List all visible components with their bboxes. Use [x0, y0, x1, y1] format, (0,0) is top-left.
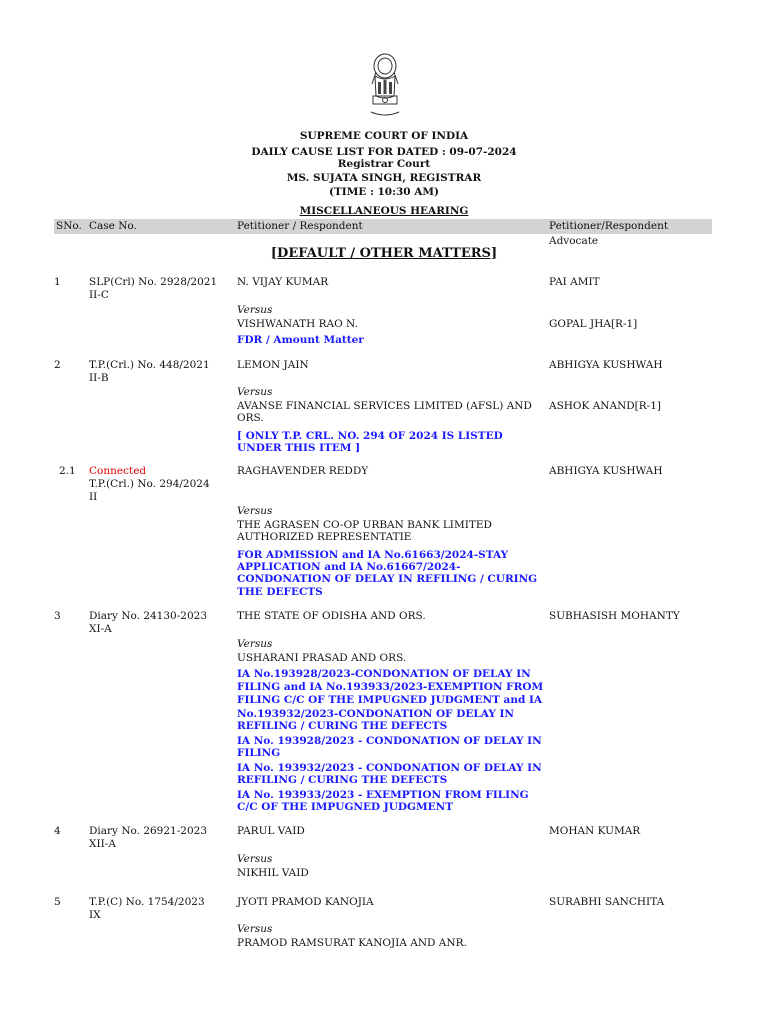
respondent: AVANSE FINANCIAL SERVICES LIMITED (AFSL) AND	[237, 400, 532, 412]
petitioner-advocate: ABHIGYA KUSHWAH	[549, 359, 663, 371]
case-sno: 2	[54, 359, 61, 371]
respondent-advocate: GOPAL JHA[R-1]	[549, 318, 638, 330]
case-branch: XII-A	[89, 838, 116, 850]
case-sno: 3	[54, 610, 61, 622]
petitioner-advocate: SUBHASISH MOHANTY	[549, 610, 680, 622]
respondent: ORS.	[237, 412, 264, 424]
case-sno: 2.1	[59, 465, 76, 477]
versus-label: Versus	[237, 853, 273, 865]
case-number: Diary No. 24130-2023	[89, 610, 207, 622]
case-sno: 1	[54, 276, 61, 288]
respondent: NIKHIL VAID	[237, 867, 309, 879]
case-branch: XI-A	[89, 623, 112, 635]
versus-label: Versus	[237, 923, 273, 935]
respondent: VISHWANATH RAO N.	[237, 318, 358, 330]
case-number: SLP(Crl) No. 2928/2021	[89, 276, 218, 288]
respondent: PRAMOD RAMSURAT KANOJIA AND ANR.	[237, 937, 467, 949]
hearing-type: MISCELLANEOUS HEARING	[299, 205, 469, 217]
registrar-name: MS. SUJATA SINGH, REGISTRAR	[286, 172, 482, 184]
petitioner: PARUL VAID	[237, 825, 305, 837]
state-emblem-icon	[361, 52, 409, 126]
case-note: FILING C/C OF THE IMPUGNED JUDGMENT and IA	[237, 694, 543, 706]
petitioner: LEMON JAIN	[237, 359, 309, 371]
petitioner-advocate: ABHIGYA KUSHWAH	[549, 465, 663, 477]
respondent: THE AGRASEN CO-OP URBAN BANK LIMITED	[237, 519, 492, 531]
case-branch: II-B	[89, 372, 109, 384]
section-title: [DEFAULT / OTHER MATTERS]	[270, 246, 498, 261]
column-header-row	[54, 219, 712, 247]
petitioner: THE STATE OF ODISHA AND ORS.	[237, 610, 426, 622]
case-note: IA No. 193932/2023 - CONDONATION OF DELAY IN	[237, 762, 542, 774]
case-note: FILING and IA No.193933/2023-EXEMPTION FROM	[237, 681, 544, 693]
case-note: REFILING / CURING THE DEFECTS	[237, 720, 448, 732]
case-note: No.193932/2023-CONDONATION OF DELAY IN	[237, 708, 515, 720]
case-note: CONDONATION OF DELAY IN REFILING / CURING	[237, 573, 538, 585]
hearing-time: (TIME : 10:30 AM)	[329, 186, 439, 198]
col-advocate: Petitioner/Respondent Advocate	[549, 220, 669, 247]
case-note: UNDER THIS ITEM ]	[237, 442, 361, 454]
col-case-no: Case No.	[89, 220, 137, 232]
respondent: AUTHORIZED REPRESENTATIE	[237, 531, 412, 543]
case-number: T.P.(C) No. 1754/2023	[89, 896, 205, 908]
list-title: DAILY CAUSE LIST FOR DATED : 09-07-2024	[251, 146, 517, 158]
case-note: REFILING / CURING THE DEFECTS	[237, 774, 448, 786]
versus-label: Versus	[237, 505, 273, 517]
case-note: IA No. 193928/2023 - CONDONATION OF DELAY IN	[237, 735, 542, 747]
respondent: USHARANI PRASAD AND ORS.	[237, 652, 407, 664]
petitioner: JYOTI PRAMOD KANOJIA	[237, 896, 374, 908]
case-branch: IX	[89, 909, 101, 921]
case-note: [ ONLY T.P. CRL. NO. 294 OF 2024 IS LISTED	[237, 430, 503, 442]
versus-label: Versus	[237, 638, 273, 650]
court-type: Registrar Court	[337, 158, 431, 170]
case-note: FOR ADMISSION and IA No.61663/2024-STAY	[237, 549, 509, 561]
case-note: FILING	[237, 747, 281, 759]
col-sno: SNo.	[56, 220, 82, 232]
case-branch: II-C	[89, 289, 109, 301]
case-note: FDR / Amount Matter	[237, 334, 364, 346]
petitioner-advocate: SURABHI SANCHITA	[549, 896, 665, 908]
case-sno: 5	[54, 896, 61, 908]
case-note: IA No.193928/2023-CONDONATION OF DELAY IN	[237, 668, 531, 680]
respondent-advocate: ASHOK ANAND[R-1]	[549, 400, 662, 412]
case-note: APPLICATION and IA No.61667/2024-	[237, 561, 461, 573]
versus-label: Versus	[237, 386, 273, 398]
case-branch: II	[89, 491, 98, 503]
petitioner: RAGHAVENDER REDDY	[237, 465, 369, 477]
case-number: T.P.(Crl.) No. 448/2021	[89, 359, 210, 371]
case-sno: 4	[54, 825, 61, 837]
court-name: SUPREME COURT OF INDIA	[299, 130, 469, 142]
petitioner-advocate: PAI AMIT	[549, 276, 600, 288]
case-note: IA No. 193933/2023 - EXEMPTION FROM FILING	[237, 789, 529, 801]
col-parties: Petitioner / Respondent	[237, 220, 363, 232]
petitioner-advocate: MOHAN KUMAR	[549, 825, 641, 837]
case-number: T.P.(Crl.) No. 294/2024	[89, 478, 210, 490]
versus-label: Versus	[237, 304, 273, 316]
case-note: THE DEFECTS	[237, 586, 323, 598]
connected-label: Connected	[89, 465, 147, 477]
petitioner: N. VIJAY KUMAR	[237, 276, 329, 288]
case-note: C/C OF THE IMPUGNED JUDGMENT	[237, 801, 454, 813]
case-number: Diary No. 26921-2023	[89, 825, 207, 837]
